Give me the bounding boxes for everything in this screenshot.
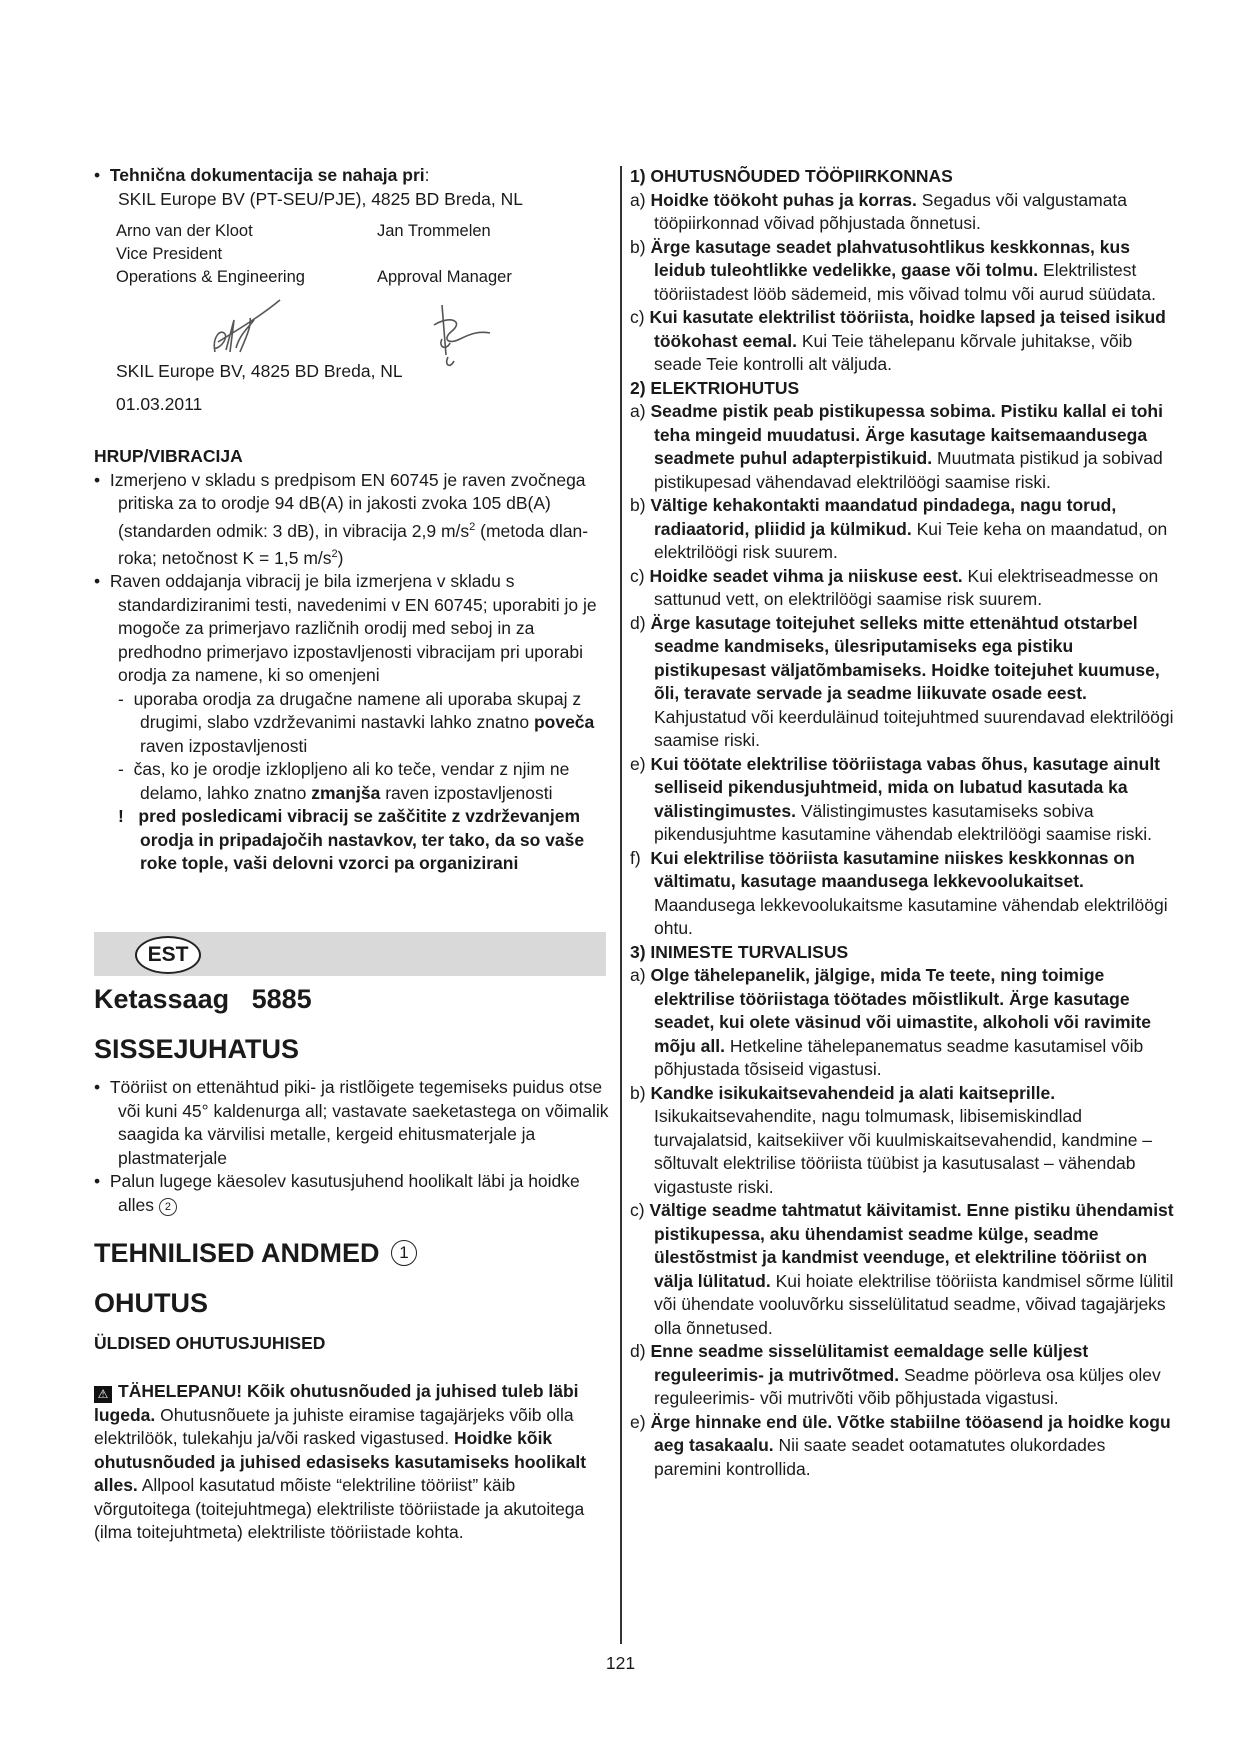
s3-item-d: d) Enne seadme sisselülitamist eemaldage selle küljest reguleerimis- ja mutrivõtmed. Seadme pöörleva osa küljes olev reguleerimis- või mutrivõti võib põhjustada vigastusi. [630,1341,1161,1408]
noise-warning: ! pred posledicami vibracij se zaščitite z vzdrževanjem orodja in pripadajočih nastavkov, ter tako, da so vaše roke tople, vaši delovni vzorci pa organizirani [118,806,585,874]
company-line: SKIL Europe BV, 4825 BD Breda, NL [116,361,403,381]
warning-text-2: Allpool kasutatud mõiste “elektriline tööriist” käib võrgutoitega (toitejuhtmega) elektriliste tööriistade ja akutoitega (ilma toitejuhtmeta) elektriliste tööriistade kohta. [94,1475,585,1542]
tech-doc-block: • Tehnična dokumentacija se nahaja pri: SKIL Europe BV (PT-SEU/PJE), 4825 BD Breda, NL [94,165,523,209]
s2-item-d: d) Ärge kasutage toitejuhet selleks mitte ettenähtud otstarbel seadme kandmiseks, ülesriputamiseks ega pistiku pistikupesast väljatõmbamiseks. Hoidke toitejuhet kuumuse, õli, teravate servade ja seadme liikuvate osade eest. Kahjustatud või keerduläinud toitejuhtmed suurendavad elektrilöögi saamise riski. [630,612,1174,750]
s3b-bold: Kandke isikukaitsevahendeid ja alati kaitseprille. [650,1082,1056,1103]
language-badge: EST [135,936,201,974]
intro-section [94,1032,614,1217]
noise-d1b: poveča [533,712,595,733]
s3-heading: 3) INIMESTE TURVALISUS [630,941,849,962]
s3d-text: Seadme pöörleva osa küljes olev reguleerimis- või mutrivõti võib põhjustada vigastusi. [654,1364,1161,1408]
s2-item-b: b) Vältige kehakontakti maandatud pindadega, nagu torud, radiaatorid, pliidid ja külmikud. Kui Teie keha on maandatud, on elektrilöögi risk suurem. [630,495,1168,562]
s3a-bold: Olge tähelepanelik, jälgige, mida Te teete, ning toimige elektrilise tööriistaga töötades mõistlikult. Ärge kasutage seadet, kui olete väsinud või uimastite, alkoholi või ravimite mõju all. [650,965,1151,1056]
warning-text-1: Ohutusnõuete ja juhiste eiramise tagajärjeks võib olla elektrilöök, tulekahju ja/või rasked vigastused. [94,1404,574,1448]
s2-heading: 2) ELEKTRIOHUTUS [630,377,800,398]
safety-heading: OHUTUS [94,1288,208,1318]
signer1-title1: Vice President [116,245,223,263]
noise-bullet-1: • Izmerjeno v skladu s predpisom EN 60745 je raven zvočnega pritiska za to orodje 94 dB(A) in jakosti zvoka 105 dB(A) (standarden odmik: 3 dB), in vibracija 2,9 $m/s^2$ (metoda dlan-roka; netočnost K = 1,5 $m/s^2$) [94,469,589,568]
s3b-text: Isikukaitsevahendite, nagu tolmumask, libisemiskindlad turvajalatsid, kaitsekiiver või kuulmiskaitsevahendid, kandmine – sõltuvalt elektrilise tööriista tüübist ja kasutusalast – vähendab vigastuste riski. [654,1106,1153,1197]
intro-bullet-2: • Palun lugege käesolev kasutusjuhend hoolikalt läbi ja hoidke alles 2 [94,1171,580,1215]
tech-heading-text: TEHNILISED ANDMED [94,1238,380,1268]
signer2-name: Jan Trommelen [377,222,491,240]
tech-heading [94,1236,614,1270]
general-heading: ÜLDISED OHUTUSJUHISED [94,1333,326,1353]
signature-2 [420,295,500,375]
product-model: 5885 [251,984,312,1014]
s2-item-f: f) Kui elektrilise tööriista kasutamine niiskes keskkonnas on vältimatu, kasutage maandusega lekkevoolukaitset. Maandusega lekkevoolukaitsme kasutamine vähendab elektrilöögi ohtu. [630,847,1168,938]
s3-item-c: c) Vältige seadme tahtmatut käivitamist. Enne pistiku ühendamist pistikupessa, aku ühendamist seadme külge, seadme ülestõstmist ja kandmist veenduge, et elektriline tööriist on välja lülitatud. Kui hoiate elektrilise tööriista kandmisel sõrme lülitil või ühendate vooluvõrku sisselülitatud seadme, võivad tagajärjeks olla õnnetused. [630,1200,1174,1338]
s3d-bold: Enne seadme sisselülitamist eemaldage selle küljest reguleerimis- ja mutrivõtmed. [650,1341,1089,1385]
date: 01.03.2011 [116,393,203,414]
noise-d2a: čas, ko je orodje izklopljeno ali ko teče, vendar z njim ne delamo, lahko znatno [133,759,570,803]
s3a-text: Hetkeline tähelepanematus seadme kasutamisel võib põhjustada tõsiseid vigastusi. [654,1035,1144,1079]
right-column [630,165,1175,1481]
s1-heading: 1) OHUTUSNÕUDED TÖÖPIIRKONNAS [630,166,953,186]
product-name: Ketassaag [94,984,230,1014]
tech-doc-label: Tehnična dokumentacija se nahaja pri [109,165,425,185]
noise-d2c: raven izpostavljenosti [385,782,553,803]
noise-d1a: uporaba orodja za drugačne namene ali uporaba skupaj z drugimi, slabo vzdrževanimi nastavki lahko znatno [133,688,582,733]
signer1-name: Arno van der Kloot [116,222,253,240]
intro-heading: SISSEJUHATUS [94,1034,300,1064]
noise-p1a: Izmerjeno v skladu s predpisom EN 60745 je raven zvočnega pritiska za to orodje 94 dB(A) in jakosti zvoka 105 dB(A) (standarden odmik: 3 dB), in vibracija 2,9 m/s [109,469,586,541]
left-column [94,164,614,211]
s3c-bold: Vältige seadme tahtmatut käivitamist. Enne pistiku ühendamist pistikupessa, aku ühendamist seadme külge, seadme ülestõstmist ja kandmist veenduge, et elektriline tööriist on välja lülitatud. [649,1200,1174,1291]
s3c-text: Kui hoiate elektrilise tööriista kandmisel sõrme lülitil või ühendate vooluvõrku sisselülitatud seadme, võivad tagajärjeks olla õnnetused. [654,1270,1174,1338]
s1c-bold: Kui kasutate elektrilist tööriista, hoidke lapsed ja teised isikud töökohast eemal. [649,307,1166,351]
noise-p1b: (metoda dlan-roka; netočnost K = 1,5 m/s [118,520,589,568]
warning-block [94,1380,604,1545]
figure-ref-2: 2 [159,1198,177,1216]
noise-d1c: raven izpostavljenosti [140,735,308,756]
s3-item-b: b) Kandke isikukaitsevahendeid ja alati kaitseprille. Isikukaitsevahendite, nagu tolmumask, libisemiskindlad turvajalatsid, kaitsekiiver või kuulmiskaitsevahendid, kandmine – sõltuvalt elektrilise tööriista tüübist ja kasutusalast – vähendab vigastuste riski. [630,1082,1153,1197]
s3-item-a: a) Olge tähelepanelik, jälgige, mida Te teete, ning toimige elektrilise tööriistaga töötades mõistlikult. Ärge kasutage seadet, kui olete väsinud või uimastite, alkoholi või ravimite mõju all. Hetkeline tähelepanematus seadme kasutamisel võib põhjustada tõsiseid vigastusi. [630,965,1151,1079]
s3e-text: Nii saate seadet ootamatutes olukordades paremini kontrollida. [654,1435,1106,1479]
noise-dash-2: - čas, ko je orodje izklopljeno ali ko teče, vendar z njim ne delamo, lahko znatno zmanjša raven izpostavljenosti [118,759,570,803]
s2a-bold: Seadme pistik peab pistikupessa sobima. Pistiku kallal ei tohi teha mingeid muudatusi. Ärge kasutage kaitsemaandusega seadmete puhul adapterpistikuid. [650,401,1163,468]
product-heading [94,982,614,1016]
s2-item-e: e) Kui töötate elektrilise tööriistaga vabas õhus, kasutage ainult selliseid pikendusjuhtmeid, mida on lubatud kasutada ka välistingimustes. Välistingimustes kasutamiseks sobiva pikendusjuhtme kasutamine vähendab elektrilöögi saamise riski. [630,753,1161,844]
tech-doc-address: SKIL Europe BV (PT-SEU/PJE), 4825 BD Breda, NL [118,188,523,209]
tech-heading-block [94,1236,614,1270]
s2b-text: Kui Teie keha on maandatud, on elektrilöögi risk suurem. [654,518,1168,562]
noise-section [94,445,614,876]
s3-item-e: e) Ärge hinnake end üle. Võtke stabiilne tööasend ja hoidke kogu aeg tasakaalu. Nii saate seadet ootamatutes olukordades paremini kontrollida. [630,1411,1171,1479]
noise-warn-text: pred posledicami vibracij se zaščitite z vzdrževanjem orodja in pripadajočih nastavkov, ter tako, da so vaše roke tople, vaši delovni vzorci pa organizirani [138,806,585,874]
signer1-title2: Operations & Engineering [116,268,305,286]
s2f-bold: Kui elektrilise tööriista kasutamine niiskes keskkonnas on vältimatu, kasutage maandusega lekkevoolukaitset. [650,847,1135,891]
noise-dash-1: - uporaba orodja za drugačne namene ali uporaba skupaj z drugimi, slabo vzdrževanimi nastavki lahko znatno poveča raven izpostavljenosti [118,688,595,756]
s1-item-a: a) Hoidke töökoht puhas ja korras. Segadus või valgustamata tööpiirkonnad võivad põhjustada õnnetusi. [630,189,1128,233]
company-block [116,360,403,416]
s3e-bold: Ärge hinnake end üle. Võtke stabiilne tööasend ja hoidke kogu aeg tasakaalu. [650,1411,1171,1455]
figure-ref-1: 1 [391,1240,417,1266]
warning-bold-2: Hoidke kõik ohutusnõuded ja juhised edasiseks kasutamiseks hoolikalt alles. [94,1428,587,1495]
warning-icon: ⚠ [94,1386,112,1403]
s2f-text: Maandusega lekkevoolukaitsme kasutamine vähendab elektrilöögi ohtu. [654,894,1168,938]
s2d-text: Kahjustatud või keerduläinud toitejuhtmed suurendavad elektrilöögi saamise riski. [654,706,1174,750]
s2c-text: Kui elektriseadmesse on sattunud vett, on elektrilöögi saamise risk suurem. [654,565,1159,609]
noise-d2b: zmanjša [311,782,381,803]
safety-heading-block [94,1286,614,1320]
s2c-bold: Hoidke seadet vihma ja niiskuse eest. [649,565,963,586]
s2-item-c: c) Hoidke seadet vihma ja niiskuse eest. Kui elektriseadmesse on sattunud vett, on elektrilöögi saamise risk suurem. [630,565,1159,609]
product-title [94,982,614,1016]
page-number: 121 [605,1653,636,1673]
s1b-text: Elektrilistest tööriistadest lööb sädemeid, mis võivad tolmu või aurud süüdata. [654,260,1156,304]
s1-item-b: b) Ärge kasutage seadet plahvatusohtlikus keskkonnas, kus leidub tuleohtlikke vedelikke, gaase või tolmu. Elektrilistest tööriistadest lööb sädemeid, mis võivad tolmu või aurud süüdata. [630,236,1156,304]
column-divider [620,166,622,1644]
signer2-title: Approval Manager [377,268,512,286]
intro-b2: Palun lugege käesolev kasutusjuhend hoolikalt läbi ja hoidke alles [109,1171,580,1215]
s2d-bold: Ärge kasutage toitejuhet selleks mitte ettenähtud otstarbel seadme kandmiseks, ülesriputamiseks ega pistiku pistikupesast väljatõmbamiseks. Hoidke toitejuhet kuumuse, õli, teravate servade ja seadme liikuvate osade eest. [650,612,1160,703]
s1b-bold: Ärge kasutage seadet plahvatusohtlikus keskkonnas, kus leidub tuleohtlikke vedelikke, gaase või tolmu. [650,236,1130,280]
s1c-text: Kui Teie tähelepanu kõrvale juhitakse, võib seade Teie kontrolli alt väljuda. [654,330,1133,374]
warning-bold: TÄHELEPANU! Kõik ohutusnõuded ja juhised tuleb läbi lugeda. [94,1381,579,1425]
signer1 [116,220,305,289]
s2-item-a: a) Seadme pistik peab pistikupessa sobima. Pistiku kallal ei tohi teha mingeid muudatusi. Ärge kasutage kaitsemaandusega seadmete puhul adapterpistikuid. Muutmata pistikud ja sobivad pistikupesad vähendavad elektrilöögi saamise riski. [630,401,1163,492]
s2b-bold: Vältige kehakontakti maandatud pindadega, nagu torud, radiaatorid, pliidid ja külmikud. [650,495,1117,539]
s1a-text: Segadus või valgustamata tööpiirkonnad võivad põhjustada õnnetusi. [654,189,1128,233]
s2e-text: Välistingimustes kasutamiseks sobiva pikendusjuhtme kasutamine vähendab elektrilöögi saamise riski. [654,800,1153,844]
signer2 [377,220,512,289]
s2e-bold: Kui töötate elektrilise tööriistaga vabas õhus, kasutage ainult selliseid pikendusjuhtmeid, mida on lubatud kasutada ka välistingimustes. [650,753,1161,821]
s1a-bold: Hoidke töökoht puhas ja korras. [650,189,917,210]
intro-bullet-1: • Tööriist on ettenähtud piki- ja ristlõigete tegemiseks puidus otse või kuni 45° kaldenurga all; vastavate saeketastega on võimalik saagida ka värvilisi metalle, kergeid ehitusmaterjale ja plastmaterjale [94,1077,609,1168]
noise-heading: HRUP/VIBRACIJA [94,446,243,466]
noise-p2: Raven oddajanja vibracij je bila izmerjena v skladu s standardiziranimi testi, navedenimi v EN 60745; uporabiti jo je mogoče za primerjavo različnih orodij med seboj in za predhodno primerjavo izpostavljenosti vibracijam pri uporabi orodja za namene, ki so omenjeni [109,571,597,686]
s1-item-c: c) Kui kasutate elektrilist tööriista, hoidke lapsed ja teised isikud töökohast eemal. Kui Teie tähelepanu kõrvale juhitakse, võib seade Teie kontrolli alt väljuda. [630,307,1166,374]
signature-1 [190,290,290,370]
noise-bullet-2: • Raven oddajanja vibracij je bila izmerjena v skladu s standardiziranimi testi, navedenimi v EN 60745; uporabiti jo je mogoče za primerjavo različnih orodij med seboj in za predhodno primerjavo izpostavljenosti vibracijam pri uporabi orodja za namene, ki so omenjeni [94,571,597,686]
s2a-text: Muutmata pistikud ja sobivad pistikupesad vähendavad elektrilöögi saamise riski. [654,448,1163,492]
intro-b1: Tööriist on ettenähtud piki- ja ristlõigete tegemiseks puidus otse või kuni 45° kaldenurga all; vastavate saeketastega on võimalik saagida ka värvilisi metalle, kergeid ehitusmaterjale ja plastmaterjale [109,1077,609,1168]
